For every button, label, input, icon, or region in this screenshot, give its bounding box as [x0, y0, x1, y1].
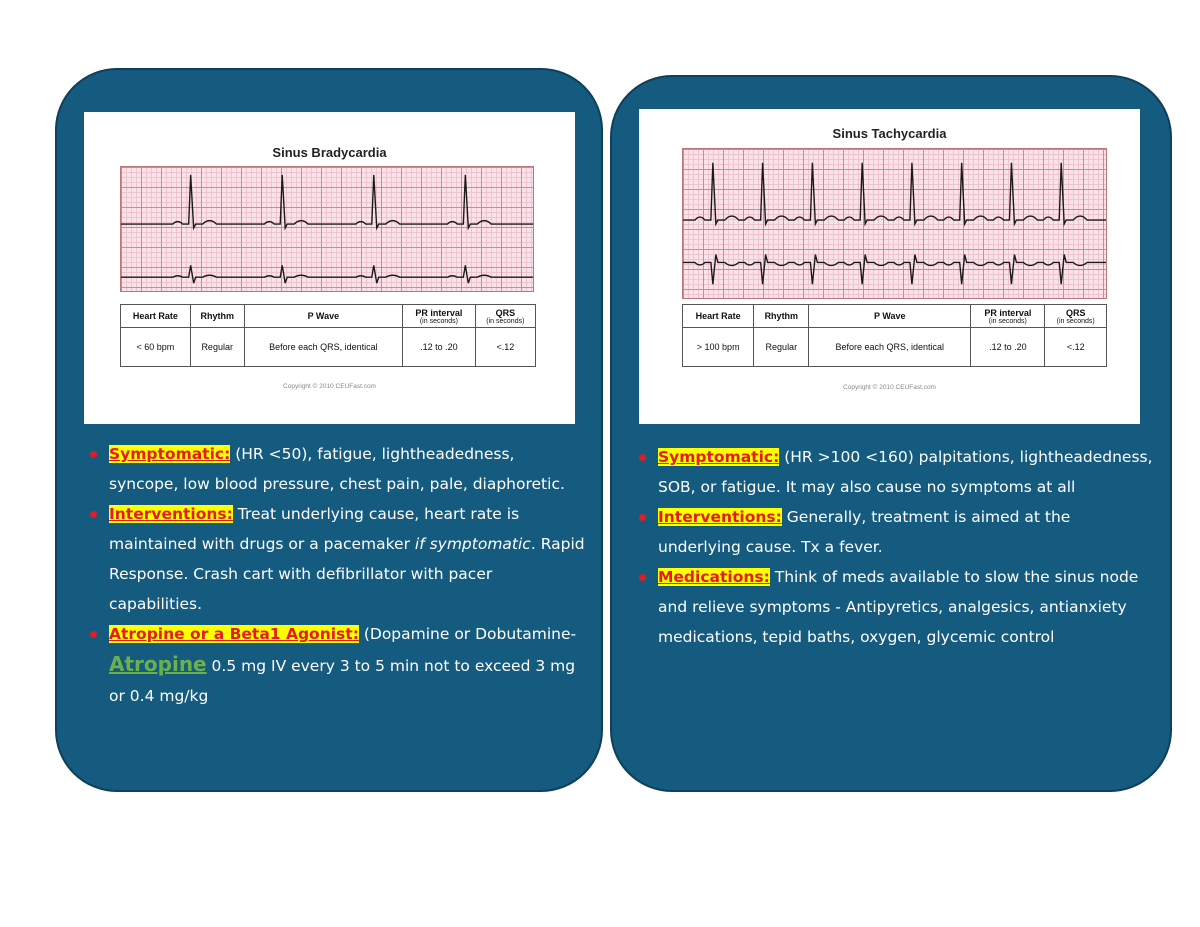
bullet-icon	[90, 451, 97, 458]
table-header: Rhythm	[190, 305, 244, 328]
ecg-strip	[120, 166, 534, 292]
bradycardia-notes	[86, 439, 586, 711]
copyright-text: Copyright © 2010 CEUFast.com	[843, 384, 936, 391]
bullet-label: Symptomatic:	[109, 445, 231, 463]
bullet-label: Interventions:	[658, 508, 782, 526]
list-item	[635, 442, 1155, 502]
table-header: P Wave	[809, 305, 971, 328]
bradycardia-card	[55, 68, 603, 792]
table-cell: <.12	[475, 328, 535, 367]
bullet-italic: if symptomatic	[414, 535, 531, 553]
table-header: QRS (in seconds)	[1045, 305, 1107, 328]
bullet-text: (HR <50), fatigue, lightheadedness, syncope, low blood pressure, chest pain, pale, diaphoretic.	[109, 445, 565, 493]
table-header: Rhythm	[754, 305, 809, 328]
bullet-icon	[639, 454, 646, 461]
atropine-link[interactable]: Atropine	[109, 652, 207, 676]
list-item	[635, 502, 1155, 562]
table-cell: Before each QRS, identical	[244, 328, 403, 367]
bullet-text: Treat underlying cause, heart rate is maintained with drugs or a pacemaker	[109, 505, 520, 553]
table-header: PR interval (in seconds)	[971, 305, 1045, 328]
table-cell: <.12	[1045, 328, 1107, 367]
table-cell: .12 to .20	[403, 328, 476, 367]
list-item	[86, 439, 586, 499]
table-cell: .12 to .20	[971, 328, 1045, 367]
bullet-label: Atropine or a Beta1 Agonist:	[109, 625, 359, 643]
table-cell: Regular	[190, 328, 244, 367]
table-header: QRS (in seconds)	[475, 305, 535, 328]
tachycardia-card	[610, 75, 1172, 792]
list-item	[86, 499, 586, 619]
bullet-text: (Dopamine or Dobutamine-	[358, 625, 577, 643]
table-header: Heart Rate	[121, 305, 191, 328]
bradycardia-ecg-figure	[84, 112, 575, 424]
table-row	[683, 328, 1107, 367]
bullet-label: Interventions:	[109, 505, 233, 523]
ecg-trace	[121, 265, 533, 283]
ecg-waveform	[683, 149, 1106, 298]
table-cell: < 60 bpm	[121, 328, 191, 367]
ecg-trace	[683, 255, 1106, 285]
ecg-summary-table	[682, 304, 1107, 367]
ecg-trace	[683, 163, 1106, 224]
bullet-icon	[90, 511, 97, 518]
bullet-icon	[639, 574, 646, 581]
bullet-text: Generally, treatment is aimed at the underlying cause. Tx a fever.	[658, 508, 1071, 556]
table-cell: > 100 bpm	[683, 328, 754, 367]
ecg-waveform	[121, 167, 533, 291]
ecg-strip	[682, 148, 1107, 299]
tachycardia-ecg-figure	[639, 109, 1140, 424]
table-cell: Before each QRS, identical	[809, 328, 971, 367]
bullet-label: Medications:	[658, 568, 770, 586]
bullet-text: 0.5 mg IV every 3 to 5 min not to exceed 3 mg or 0.4 mg/kg	[109, 657, 576, 705]
table-row	[121, 328, 536, 367]
bullet-icon	[639, 514, 646, 521]
ecg-trace	[121, 175, 533, 228]
bullet-text: . Rapid Response. Crash cart with defibrillator with pacer capabilities.	[109, 535, 585, 613]
ecg-summary-table	[120, 304, 536, 367]
ecg-title: Sinus Bradycardia	[272, 145, 387, 160]
bullet-icon	[90, 631, 97, 638]
table-header: P Wave	[244, 305, 403, 328]
list-item	[635, 562, 1155, 652]
bullet-text: (HR >100 <160) palpitations, lightheadedness, SOB, or fatigue. It may also cause no symptoms at all	[658, 448, 1153, 496]
table-cell: Regular	[754, 328, 809, 367]
copyright-text: Copyright © 2010 CEUFast.com	[283, 383, 376, 390]
bullet-label: Symptomatic:	[658, 448, 780, 466]
tachycardia-notes	[635, 442, 1155, 652]
table-header: Heart Rate	[683, 305, 754, 328]
list-item	[86, 619, 586, 711]
ecg-title: Sinus Tachycardia	[832, 126, 947, 141]
bullet-text: Think of meds available to slow the sinus node and relieve symptoms - Antipyretics, analgesics, antianxiety medications, tepid baths, oxygen, glycemic control	[658, 568, 1139, 646]
table-header: PR interval (in seconds)	[403, 305, 476, 328]
